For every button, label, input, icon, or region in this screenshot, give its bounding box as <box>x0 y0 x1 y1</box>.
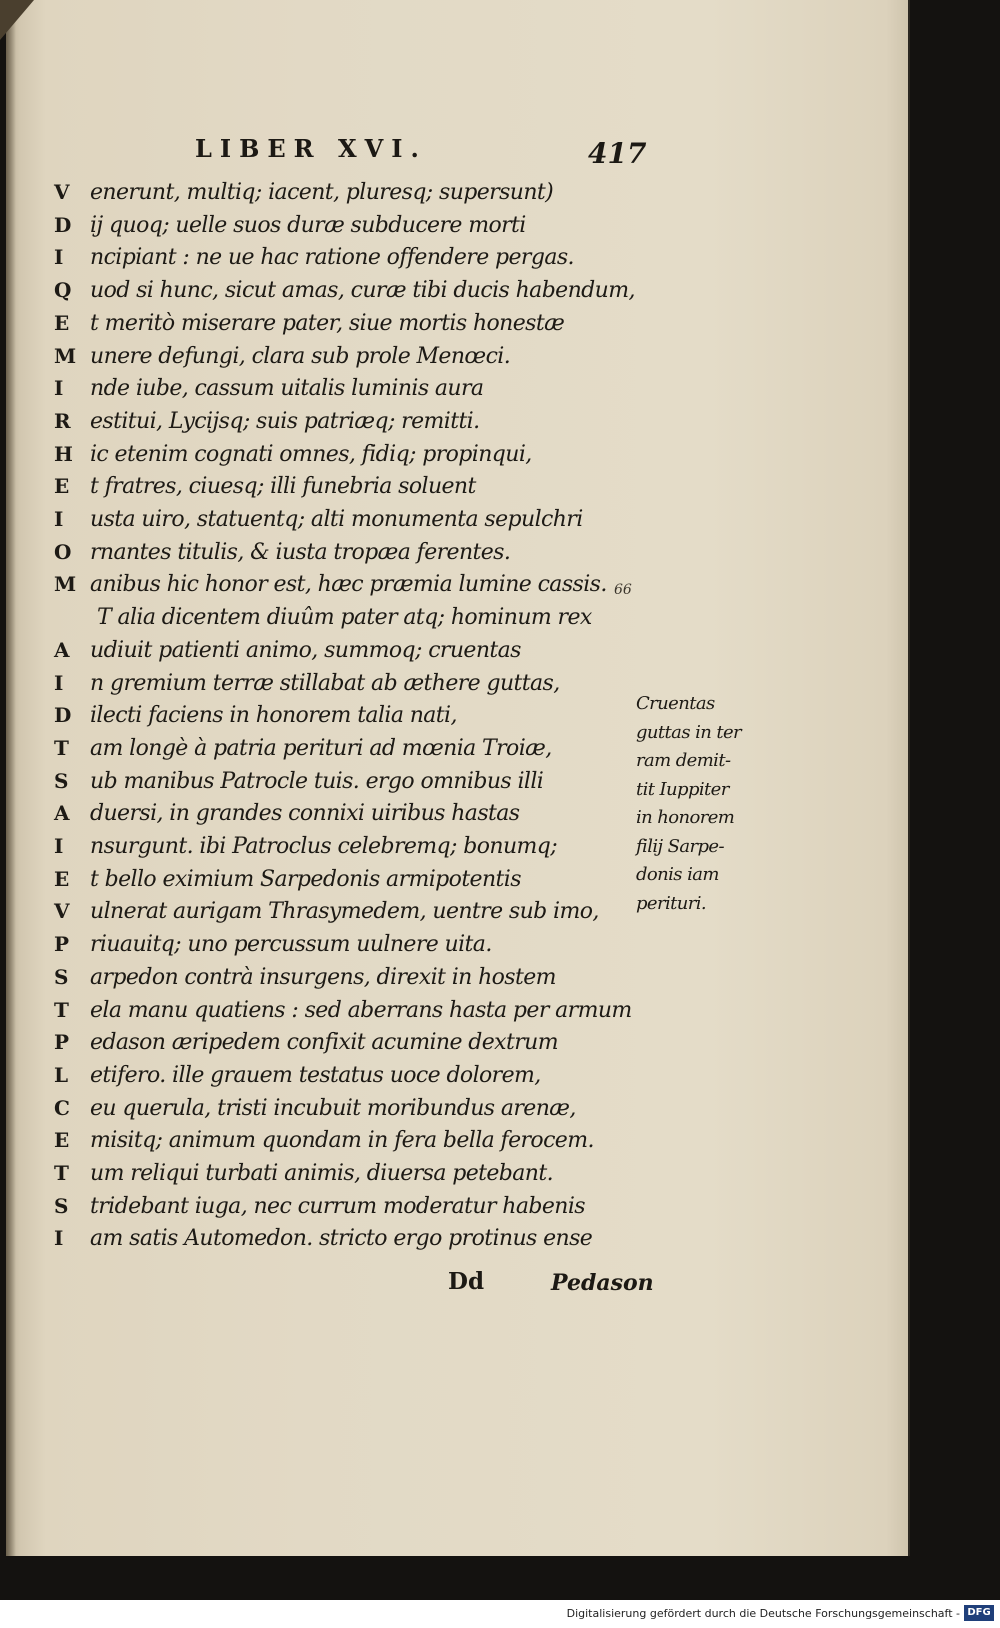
verse-text: tridebant iuga, nec currum moderatur habenis <box>90 1193 585 1219</box>
verse-line <box>0 867 620 899</box>
note-line: perituri. <box>636 892 707 914</box>
verse-text: arpedon contrà insurgens, direxit in hostem <box>90 964 556 990</box>
verse-initial: Q <box>54 278 72 303</box>
verse-line <box>0 1226 620 1258</box>
verse-initial: P <box>54 1030 70 1055</box>
marginal-note <box>636 690 756 918</box>
verse-text: um reliqui turbati animis, diuersa petebant. <box>90 1161 553 1186</box>
verse-initial: T <box>54 1161 69 1185</box>
verse-initial: E <box>54 866 70 891</box>
note-line: guttas in ter <box>636 721 742 743</box>
note-line: filij Sarpe- <box>636 835 724 857</box>
page-number: 417 <box>588 137 647 170</box>
verse-initial: V <box>54 899 70 924</box>
verse-line <box>0 997 632 1030</box>
verse-text: udiuit patienti animo, summoq; cruentas <box>90 637 521 663</box>
verse-text: am longè à patria perituri ad mœnia Troiæ, <box>90 735 552 761</box>
verse-text: T alia dicentem diuûm pater atq; hominum rex <box>97 605 592 631</box>
verse-line <box>0 311 620 343</box>
verse-line <box>0 1063 620 1095</box>
verse-text: rnantes titulis, & iusta tropæa ferentes. <box>90 539 511 565</box>
verse-text: enerunt, multiq; iacent, pluresq; supersunt) <box>90 180 554 205</box>
verse-initial: I <box>54 376 64 401</box>
verse-line <box>0 507 620 539</box>
note-line: in honorem <box>636 807 735 828</box>
verse-initial: V <box>54 180 70 204</box>
running-head: LIBER XVI. <box>195 134 427 163</box>
verse-text: am satis Automedon. stricto ergo protinus ense <box>90 1226 593 1252</box>
verse-line <box>0 213 620 245</box>
verse-line <box>0 1030 620 1062</box>
note-line: tit Iuppiter <box>636 778 729 800</box>
verse-line <box>0 801 620 833</box>
verse-line <box>0 376 620 408</box>
verse-line <box>0 899 620 931</box>
verse-text: eu querula, tristi incubuit moribundus arenæ, <box>90 1095 576 1121</box>
dfg-logo: DFG <box>964 1605 994 1621</box>
note-line: ram demit- <box>636 750 731 771</box>
verse-text: estitui, Lycijsq; suis patriæq; remitti. <box>90 408 480 434</box>
verse-initial: H <box>54 441 73 466</box>
verse-text: unere defungi, clara sub prole Menœci. <box>90 343 511 369</box>
verse-text: ncipiant : ne ue hac ratione offendere pergas. <box>90 245 574 271</box>
verse-initial: S <box>54 1193 69 1218</box>
verse-initial: M <box>54 572 77 597</box>
verse-text: anibus hic honor est, hæc præmia lumine cassis. <box>90 572 607 598</box>
verse-initial: I <box>54 670 64 695</box>
verse-line <box>0 180 620 212</box>
verse-initial: E <box>54 474 70 499</box>
verse-text: t meritò miserare pater, siue mortis honestæ <box>90 310 565 336</box>
verse-line <box>0 1096 620 1128</box>
verse-text: usta uiro, statuentq; alti monumenta sepulchri <box>90 507 583 532</box>
verse-initial: P <box>54 932 70 957</box>
verse-initial: E <box>54 310 70 335</box>
verse-line <box>0 442 620 474</box>
verse-line <box>0 638 620 670</box>
verse-initial: I <box>54 507 64 531</box>
verse-text: nde iube, cassum uitalis luminis aura <box>90 376 484 402</box>
verse-text: ic etenim cognati omnes, fidiq; propinqui, <box>90 441 532 467</box>
verse-initial: I <box>54 245 64 270</box>
verse-initial: C <box>54 1095 70 1120</box>
verse-line <box>0 245 620 277</box>
verse-initial: A <box>54 801 70 826</box>
note-line: donis iam <box>636 864 719 885</box>
verse-text: edason æripedem confixit acumine dextrum <box>90 1030 558 1056</box>
verse-text: n gremium terræ stillabat ab æthere guttas, <box>90 670 560 696</box>
verse-initial: D <box>54 212 72 237</box>
verse-line <box>0 671 620 703</box>
verse-text: t bello eximium Sarpedonis armipotentis <box>90 866 521 892</box>
verse-initial: T <box>54 735 69 760</box>
verse-initial: T <box>54 997 69 1022</box>
verse-line <box>0 703 620 735</box>
verse-initial: A <box>54 637 70 662</box>
verse-line <box>0 605 620 637</box>
verse-line <box>0 474 620 506</box>
verse-initial: R <box>54 408 71 433</box>
verse-line <box>0 344 620 376</box>
verse-text: ij quoq; uelle suos duræ subducere morti <box>90 212 526 238</box>
verse-line <box>0 409 620 441</box>
verse-initial: L <box>54 1062 69 1087</box>
verse-text: duersi, in grandes connixi uiribus hastas <box>90 801 520 827</box>
margin-marker: 66 <box>614 582 632 598</box>
verse-initial: S <box>54 964 69 989</box>
verse-text: ub manibus Patrocle tuis. ergo omnibus illi <box>90 768 544 794</box>
verse-initial: D <box>54 703 72 728</box>
verse-line <box>0 278 635 310</box>
footer-credit: Digitalisierung gefördert durch die Deutsche Forschungsgemeinschaft - <box>566 1607 960 1620</box>
digitization-footer <box>0 1600 1000 1628</box>
verse-text: ulnerat aurigam Thrasymedem, uentre sub imo, <box>90 899 599 925</box>
verse-text: etifero. ille grauem testatus uoce dolorem, <box>90 1062 541 1088</box>
verse-initial: O <box>54 539 72 564</box>
verse-initial: I <box>54 834 64 858</box>
verse-text: ilecti faciens in honorem talia nati, <box>90 703 457 729</box>
signature-mark: Dd <box>448 1268 485 1295</box>
verse-initial: I <box>54 1226 64 1251</box>
verse-text: ela manu quatiens : sed aberrans hasta per armum <box>90 997 632 1023</box>
verse-text: uod si hunc, sicut amas, curæ tibi ducis habendum, <box>90 278 635 304</box>
verse-line <box>0 540 620 572</box>
verse-line <box>0 769 620 801</box>
verse-line <box>0 1128 620 1160</box>
verse-initial: E <box>54 1128 70 1153</box>
verse-line <box>0 1161 620 1193</box>
verse-text: nsurgunt. ibi Patroclus celebremq; bonumq; <box>90 834 558 859</box>
verse-line <box>0 572 620 604</box>
note-line: Cruentas <box>636 693 715 714</box>
verse-text: misitq; animum quondam in fera bella ferocem. <box>90 1128 594 1154</box>
verse-line <box>0 736 620 768</box>
verse-line <box>0 1194 620 1226</box>
verse-line <box>0 965 620 997</box>
verse-initial: M <box>54 343 77 368</box>
verse-initial: S <box>54 768 69 793</box>
verse-line <box>0 834 620 866</box>
verse-text: riuauitq; uno percussum uulnere uita. <box>90 932 492 958</box>
verse-line <box>0 932 620 964</box>
catchword: Pedason <box>551 1270 654 1296</box>
verse-text: t fratres, ciuesq; illi funebria soluent <box>90 474 476 500</box>
